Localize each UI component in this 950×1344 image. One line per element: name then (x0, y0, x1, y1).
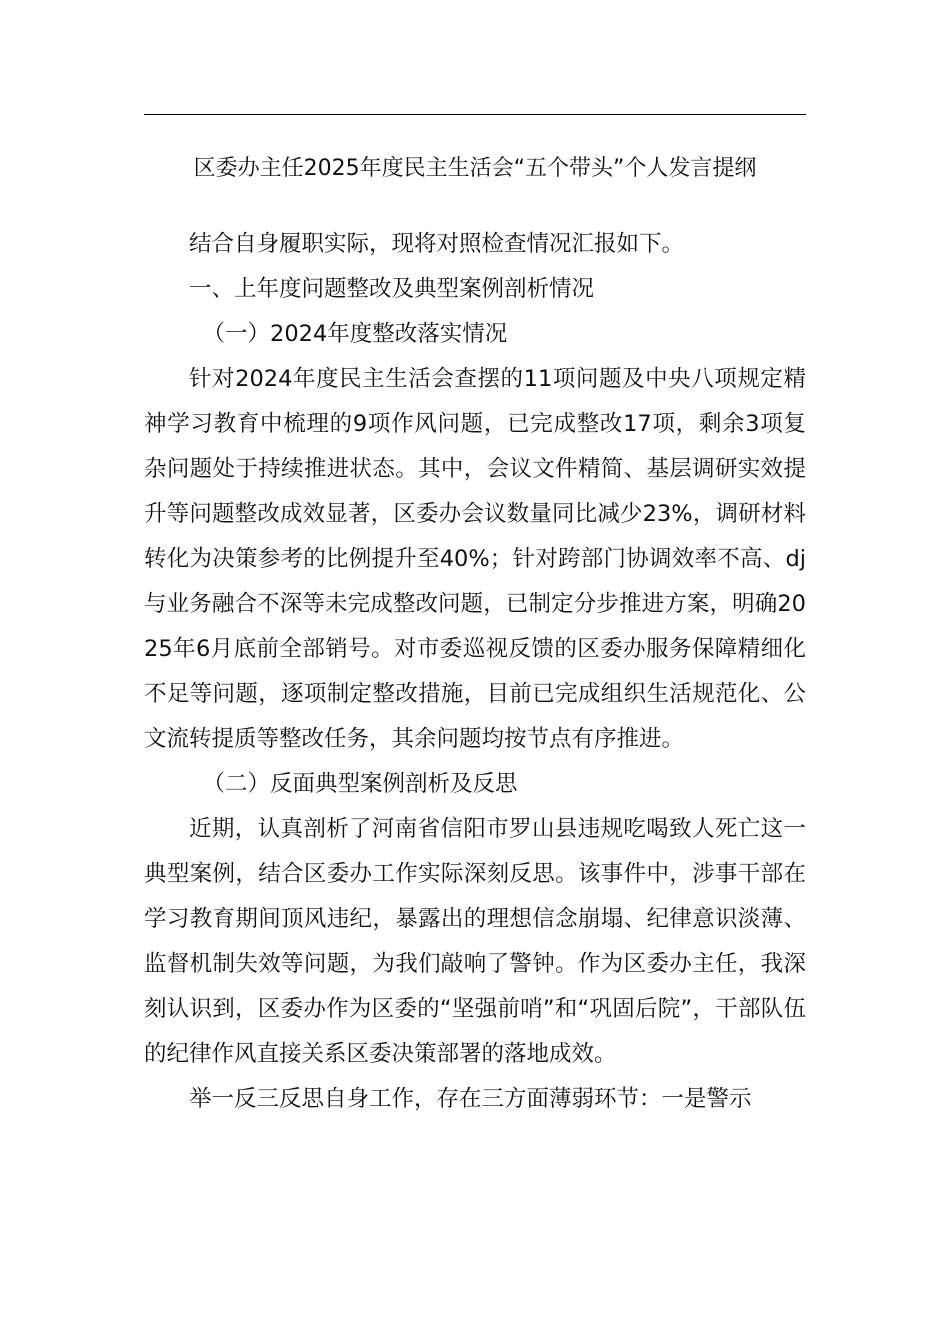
case-analysis-paragraph: 近期，认真剖析了河南省信阳市罗山县违规吃喝致人死亡这一典型案例，结合区委办工作实际深刻反思。该事件中，涉事干部在学习教育期间顶风违纪，暴露出的理想信念崩塌、纪律意识淡薄、监督机制失效等问题，为我们敲响了警钟。作为区委办主任，我深刻认识到，区委办作为区委的“坚强前哨”和“巩固后院”，干部队伍的纪律作风直接关系区委决策部署的落地成效。 (144, 816, 806, 1067)
intro-paragraph: 结合自身履职实际，现将对照检查情况汇报如下。 (189, 231, 685, 257)
subsection-heading-1: （一）2024年度整改落实情况 (202, 321, 508, 347)
rectification-paragraph: 针对2024年度民主生活会查摆的11项问题及中央八项规定精神学习教育中梳理的9项作风问题，已完成整改17项，剩余3项复杂问题处于持续推进状态。其中，会议文件精简、基层调研实效提升等问题整改成效显著，区委办会议数量同比减少23%，调研材料转化为决策参考的比例提升至40%；针对跨部门协调效率不高、dj与业务融合不深等未完成整改问题，已制定分步推进方案，明确2025年6月底前全部销号。对市委巡视反馈的区委办服务保障精细化不足等问题，逐项制定整改措施，目前已完成组织生活规范化、公文流转提质等整改任务，其余问题均按节点有序推进。 (144, 366, 806, 752)
section-heading-1: 一、上年度问题整改及典型案例剖析情况 (189, 276, 595, 302)
document-title: 区委办主任2025年度民主生活会“五个带头”个人发言提纲 (193, 156, 757, 181)
document-body (144, 222, 806, 1122)
subsection-heading-2: （二）反面典型案例剖析及反思 (202, 771, 518, 797)
header-rule (144, 114, 806, 115)
reflection-paragraph: 举一反三反思自身工作，存在三方面薄弱环节：一是警示 (189, 1086, 752, 1112)
